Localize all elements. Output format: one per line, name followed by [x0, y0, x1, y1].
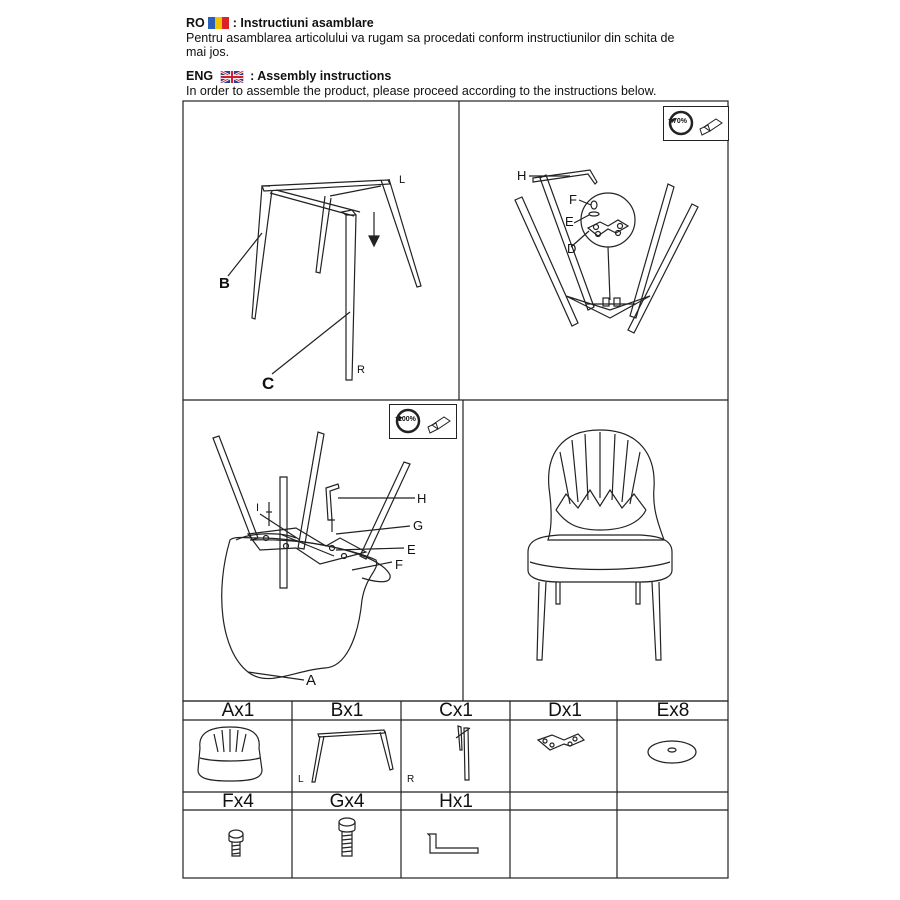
ro-title: : Instructiuni asamblare [232, 16, 374, 30]
step1-label-r: R [357, 364, 365, 376]
part-g-count: Gx4 [329, 791, 365, 812]
step2-label-f: F [569, 192, 577, 207]
torque-70-icon [663, 106, 729, 141]
step3-seat-assembly [213, 432, 415, 680]
step3-label-h: H [417, 491, 427, 506]
part-b-count: Bx1 [330, 700, 364, 721]
en-instructions-line: In order to assemble the product, please proceed according to the instructions below. [186, 84, 657, 98]
ro-code: RO [186, 16, 205, 30]
en-code: ENG [186, 69, 214, 83]
part-a-seat-icon [198, 727, 262, 781]
step2-label-d: D [567, 241, 577, 256]
torque-70-label: 70% [673, 118, 688, 125]
part-h-allen-key-icon [428, 834, 478, 853]
torque-100-icon [389, 404, 457, 439]
ro-instructions-line2: mai jos. [186, 45, 230, 59]
part-f-count: Fx4 [222, 791, 254, 812]
step3-label-g: G [413, 518, 424, 533]
torque-100-label: 100% [398, 416, 416, 423]
part-c-count: Cx1 [439, 700, 473, 721]
step2-label-h: H [517, 168, 527, 183]
step3-label-e: E [407, 542, 416, 557]
step1-label-b: B [219, 275, 230, 292]
step4-finished-chair [528, 430, 672, 660]
part-d-bracket-icon [538, 734, 584, 750]
step2-label-e: E [565, 214, 574, 229]
part-e-count: Ex8 [656, 700, 690, 721]
step3-label-f: F [395, 557, 403, 572]
part-b-side-label: L [298, 774, 304, 785]
part-e-washer-icon [648, 741, 696, 763]
step2-bracket-assembly [515, 170, 698, 333]
parts-table [183, 701, 728, 878]
ro-instructions-line1: Pentru asamblarea articolului va rugam sa procedati conform instructiunilor din schita de [186, 31, 675, 45]
part-f-bolt-icon [229, 830, 243, 856]
part-a-count: Ax1 [221, 700, 255, 721]
step1-leg-frame [228, 179, 421, 380]
step3-label-i: I [256, 502, 260, 514]
step1-label-c: C [262, 374, 275, 393]
part-c-leg-icon [456, 726, 470, 780]
part-h-count: Hx1 [439, 791, 473, 812]
part-b-leg-icon [312, 730, 393, 782]
part-d-count: Dx1 [548, 700, 582, 721]
part-g-bolt-icon [339, 818, 355, 856]
step1-label-l: L [399, 174, 406, 186]
part-c-side-label: R [407, 774, 415, 785]
en-title: : Assembly instructions [250, 69, 392, 83]
step3-label-a: A [306, 672, 317, 689]
